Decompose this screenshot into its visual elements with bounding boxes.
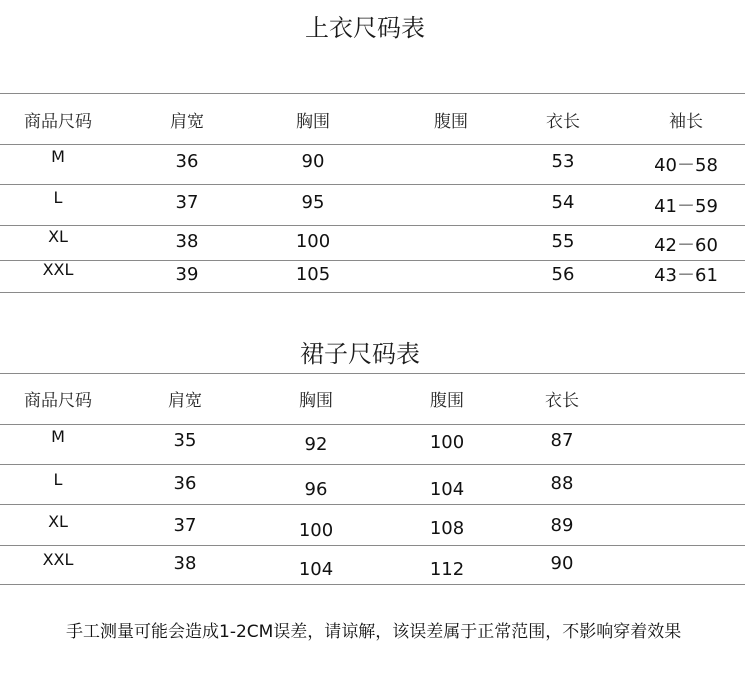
size-label-cell: XL	[48, 512, 68, 531]
header-cell: 腹围	[430, 391, 464, 411]
header-cell: 商品尺码	[24, 112, 92, 132]
table-cell: 108	[429, 518, 465, 539]
top-size-chart-title: 上衣尺码表	[305, 14, 425, 42]
size-label-cell: XXL	[42, 260, 74, 279]
table-cell: 42－60	[654, 235, 718, 256]
size-label-cell: L	[53, 188, 63, 207]
table-cell: 87	[550, 430, 574, 451]
table-cell: 36	[173, 473, 197, 494]
table-cell: 35	[173, 430, 197, 451]
table-cell: 100	[429, 432, 465, 453]
size-label-cell: L	[53, 470, 63, 489]
table-cell: 112	[429, 559, 465, 580]
table-cell: 37	[173, 515, 197, 536]
top_table-rule-1	[0, 144, 745, 145]
table-cell: 92	[304, 434, 328, 455]
size-label-cell: M	[51, 427, 65, 446]
table-cell: 90	[301, 151, 325, 172]
skirt_table-rule-0	[0, 373, 745, 374]
skirt_table-rule-5	[0, 584, 745, 585]
table-cell: 43－61	[654, 265, 718, 286]
table-cell: 100	[295, 231, 331, 252]
header-cell: 肩宽	[170, 112, 204, 132]
table-cell: 54	[551, 192, 575, 213]
header-cell: 腹围	[434, 112, 468, 132]
top_table-rule-4	[0, 260, 745, 261]
table-cell: 89	[550, 515, 574, 536]
table-cell: 40－58	[654, 155, 718, 176]
header-cell: 衣长	[545, 391, 579, 411]
skirt_table-rule-1	[0, 424, 745, 425]
header-cell: 胸围	[299, 391, 333, 411]
skirt_table-rule-4	[0, 545, 745, 546]
table-cell: 105	[295, 264, 331, 285]
table-cell: 88	[550, 473, 574, 494]
measurement-note: 手工测量可能会造成1-2CM误差，请谅解，该误差属于正常范围，不影响穿着效果	[66, 622, 682, 642]
skirt_table-rule-2	[0, 464, 745, 465]
table-cell: 104	[298, 559, 334, 580]
table-cell: 100	[298, 520, 334, 541]
table-cell: 41－59	[654, 196, 718, 217]
size-label-cell: XXL	[42, 550, 74, 569]
table-cell: 96	[304, 479, 328, 500]
top_table-rule-2	[0, 184, 745, 185]
size-label-cell: XL	[48, 227, 68, 246]
table-cell: 55	[551, 231, 575, 252]
header-cell: 衣长	[546, 112, 580, 132]
table-cell: 53	[551, 151, 575, 172]
header-cell: 肩宽	[168, 391, 202, 411]
size-label-cell: M	[51, 147, 65, 166]
table-cell: 36	[175, 151, 199, 172]
table-cell: 38	[175, 231, 199, 252]
header-cell: 袖长	[669, 112, 703, 132]
top_table-rule-0	[0, 93, 745, 94]
table-cell: 90	[550, 553, 574, 574]
skirt-size-chart-title: 裙子尺码表	[300, 340, 420, 368]
header-cell: 胸围	[296, 112, 330, 132]
table-cell: 38	[173, 553, 197, 574]
table-cell: 95	[301, 192, 325, 213]
header-cell: 商品尺码	[24, 391, 92, 411]
table-cell: 56	[551, 264, 575, 285]
skirt_table-rule-3	[0, 504, 745, 505]
table-cell: 37	[175, 192, 199, 213]
top_table-rule-3	[0, 225, 745, 226]
table-cell: 104	[429, 479, 465, 500]
table-cell: 39	[175, 264, 199, 285]
top_table-rule-5	[0, 292, 745, 293]
